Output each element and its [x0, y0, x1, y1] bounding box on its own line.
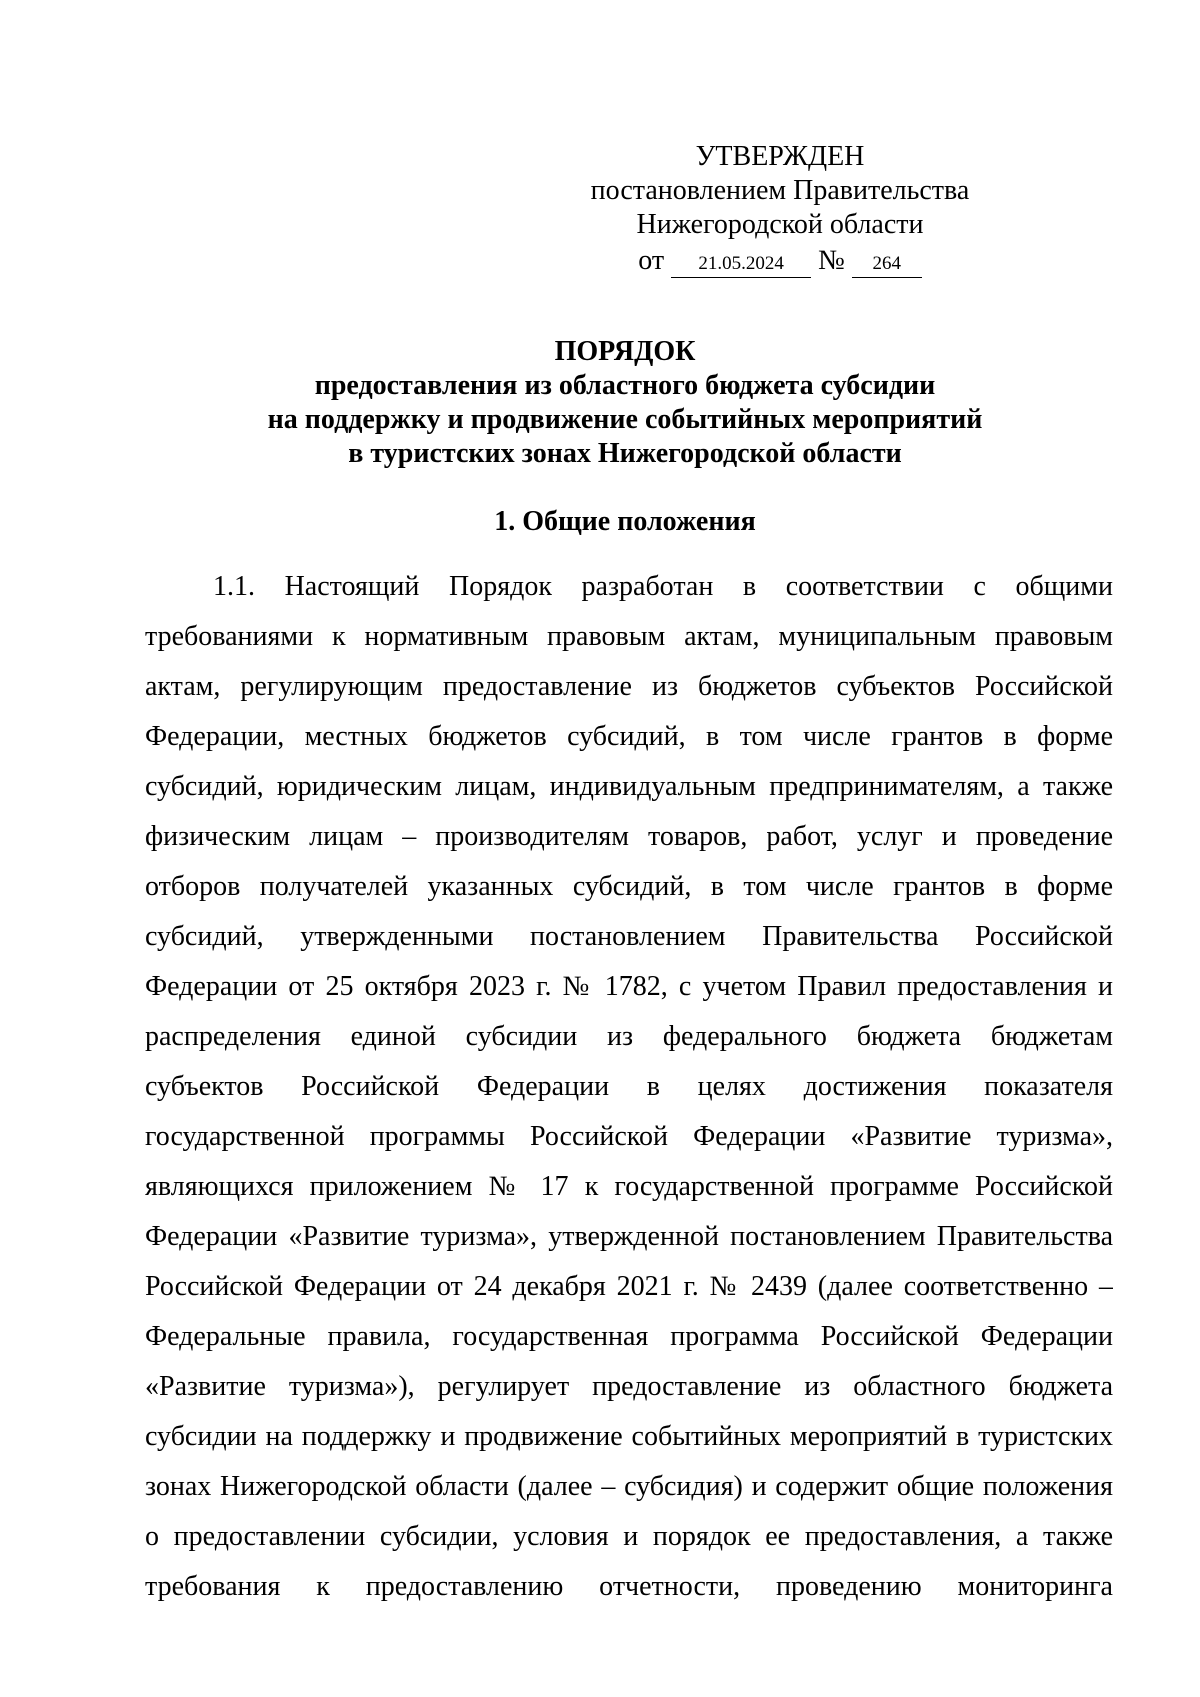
body-line: Федерации «Развитие туризма», утвержденной постановлением Правительства: [145, 1221, 1113, 1252]
document-title: [140, 335, 1110, 471]
body-line: 1.1. Настоящий Порядок разработан в соответствии с общими: [213, 571, 1113, 602]
document-title-line-2: на поддержку и продвижение событийных мероприятий: [267, 404, 983, 435]
body-line: государственной программы Российской Федерации «Развитие туризма»,: [145, 1121, 1113, 1152]
approval-heading: УТВЕРЖДЕН: [695, 141, 865, 172]
body-line: «Развитие туризма»), регулирует предоставление из областного бюджета: [145, 1371, 1113, 1402]
document-title-heading: ПОРЯДОК: [554, 336, 696, 367]
approval-line-1: постановлением Правительства: [590, 175, 970, 206]
body-line: Российской Федерации от 24 декабря 2021 г. № 2439 (далее соответственно –: [145, 1271, 1113, 1302]
body-line: субсидий, утвержденными постановлением Правительства Российской: [145, 921, 1113, 952]
approval-line-2: Нижегородской области: [636, 209, 924, 240]
approval-date-line: [560, 244, 1000, 278]
document-title-line-3: в туристских зонах Нижегородской области: [348, 438, 902, 469]
body-line: требования к предоставлению отчетности, проведению мониторинга: [145, 1571, 1113, 1602]
approval-date-value: 21.05.2024: [671, 251, 811, 278]
body-line: Федеральные правила, государственная программа Российской Федерации: [145, 1321, 1113, 1352]
approval-date-prefix: от: [638, 245, 665, 276]
body-line: актам, регулирующим предоставление из бюджетов субъектов Российской: [145, 671, 1113, 702]
approval-stamp: [560, 140, 1000, 278]
approval-number-value: 264: [852, 251, 922, 278]
body-line: зонах Нижегородской области (далее – субсидия) и содержит общие положения: [145, 1471, 1113, 1502]
body-line: Федерации от 25 октября 2023 г. № 1782, с учетом Правил предоставления и: [145, 971, 1113, 1002]
body-line: распределения единой субсидии из федерального бюджета бюджетам: [145, 1021, 1113, 1052]
document-title-line-1: предоставления из областного бюджета субсидии: [314, 370, 936, 401]
body-line: требованиями к нормативным правовым актам, муниципальным правовым: [145, 621, 1113, 652]
section-title: 1. Общие положения: [494, 506, 756, 537]
body-line: субсидии на поддержку и продвижение событийных мероприятий в туристских: [145, 1421, 1113, 1452]
approval-number-sign: №: [818, 245, 845, 276]
body-line: являющихся приложением № 17 к государственной программе Российской: [145, 1171, 1113, 1202]
body-line: Федерации, местных бюджетов субсидий, в том числе грантов в форме: [145, 721, 1113, 752]
body-line: отборов получателей указанных субсидий, в том числе грантов в форме: [145, 871, 1113, 902]
body-line: субсидий, юридическим лицам, индивидуальным предпринимателям, а также: [145, 771, 1113, 802]
body-line: субъектов Российской Федерации в целях достижения показателя: [145, 1071, 1113, 1102]
body-line: о предоставлении субсидии, условия и порядок ее предоставления, а также: [145, 1521, 1113, 1552]
body-paragraph: [145, 570, 1113, 1620]
body-line: физическим лицам – производителям товаров, работ, услуг и проведение: [145, 821, 1113, 852]
